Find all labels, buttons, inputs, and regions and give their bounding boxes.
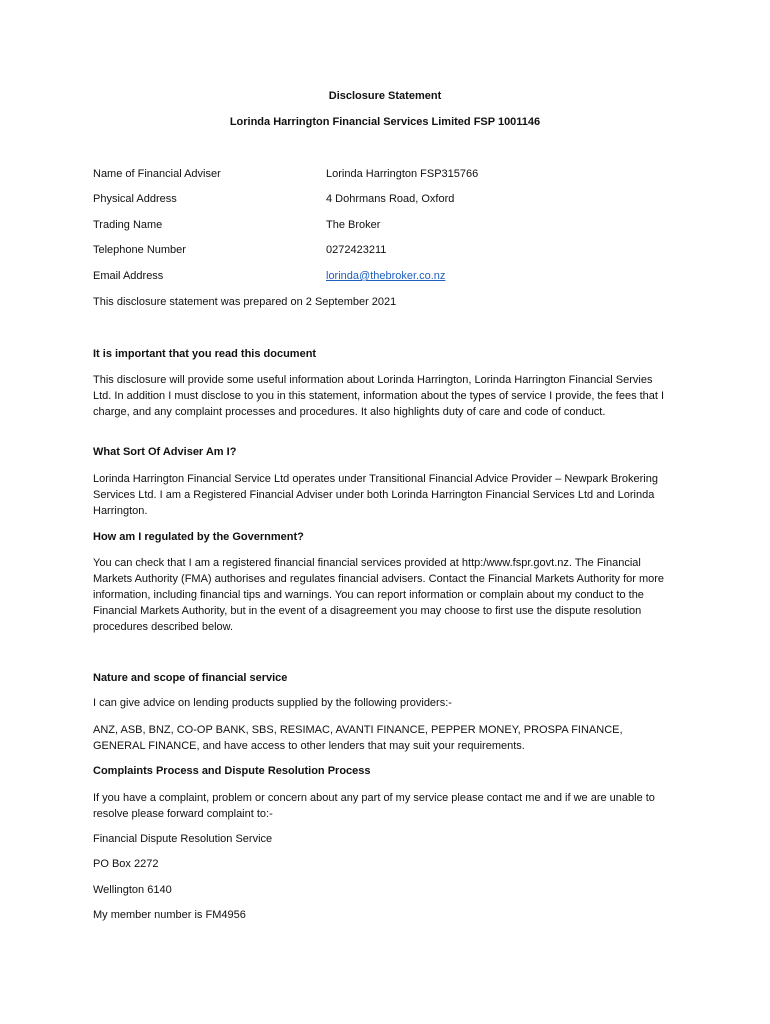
regulated-heading: How am I regulated by the Government? — [93, 531, 304, 543]
detail-value: 4 Dohrmans Road, Oxford — [326, 193, 455, 205]
dispute-city: Wellington 6140 — [93, 884, 172, 896]
adviser-heading: What Sort Of Adviser Am I? — [93, 446, 237, 458]
document-subtitle: Lorinda Harrington Financial Services Limited FSP 1001146 — [229, 116, 541, 128]
nature-providers: ANZ, ASB, BNZ, CO-OP BANK, SBS, RESIMAC, AVANTI FINANCE, PEPPER MONEY, PROSPA FINANCE, GENERAL FINANCE, and have access to other lenders that may suit your requirements. — [93, 724, 623, 752]
nature-heading: Nature and scope of financial service — [93, 672, 288, 684]
complaints-heading: Complaints Process and Dispute Resolution Process — [93, 765, 371, 777]
detail-row-trading-name — [93, 217, 673, 233]
detail-label: Physical Address — [93, 193, 177, 205]
dispute-service-name: Financial Dispute Resolution Service — [93, 833, 273, 845]
adviser-body: Lorinda Harrington Financial Service Ltd operates under Transitional Financial Advice Provider – Newpark Brokering Services Ltd. I am a Registered Financial Adviser under both Lorinda Harrington Financial Services Ltd and Lorinda Harrington. — [93, 473, 658, 517]
detail-label: Telephone Number — [93, 244, 186, 256]
regulated-body: You can check that I am a registered financial financial services provided at http:/www.fspr.govt.nz. The Financial Markets Authority (FMA) authorises and regulates financial advisers. Contact the Financial Markets Authority for more information, including financial tips and warnings. You can report information or complain about my conduct to the Financial Markets Authority, but in the event of a disagreement you may choose to first use the dispute resolution procedures described below. — [93, 557, 665, 633]
detail-label: Name of Financial Adviser — [93, 168, 221, 180]
complaints-body: If you have a complaint, problem or concern about any part of my service please contact me and if we are unable to resolve please forward complaint to:- — [93, 792, 655, 820]
detail-row-telephone — [93, 242, 673, 258]
detail-label: Email Address — [93, 270, 164, 282]
member-number: My member number is FM4956 — [93, 909, 246, 921]
detail-row-email — [93, 268, 673, 284]
nature-intro: I can give advice on lending products supplied by the following providers:- — [93, 697, 452, 709]
email-link[interactable]: lorinda@thebroker.co.nz — [326, 270, 446, 282]
detail-value: Lorinda Harrington FSP315766 — [326, 168, 479, 180]
dispute-po-box: PO Box 2272 — [93, 858, 159, 870]
detail-value: The Broker — [326, 219, 381, 231]
detail-label: Trading Name — [93, 219, 163, 231]
important-heading: It is important that you read this document — [93, 348, 317, 360]
important-body: This disclosure will provide some useful information about Lorinda Harrington, Lorinda Harrington Financial Servies Ltd. In addition I must disclose to you in this statement, information about the types of service I provide, the fees that I charge, and any complaint processes and procedures. It also highlights duty of care and code of conduct. — [93, 374, 665, 418]
detail-row-adviser — [93, 166, 673, 182]
prepared-statement: This disclosure statement was prepared on 2 September 2021 — [93, 296, 397, 308]
document-title: Disclosure Statement — [328, 90, 442, 102]
detail-value: 0272423211 — [326, 244, 387, 256]
detail-row-address — [93, 191, 673, 207]
